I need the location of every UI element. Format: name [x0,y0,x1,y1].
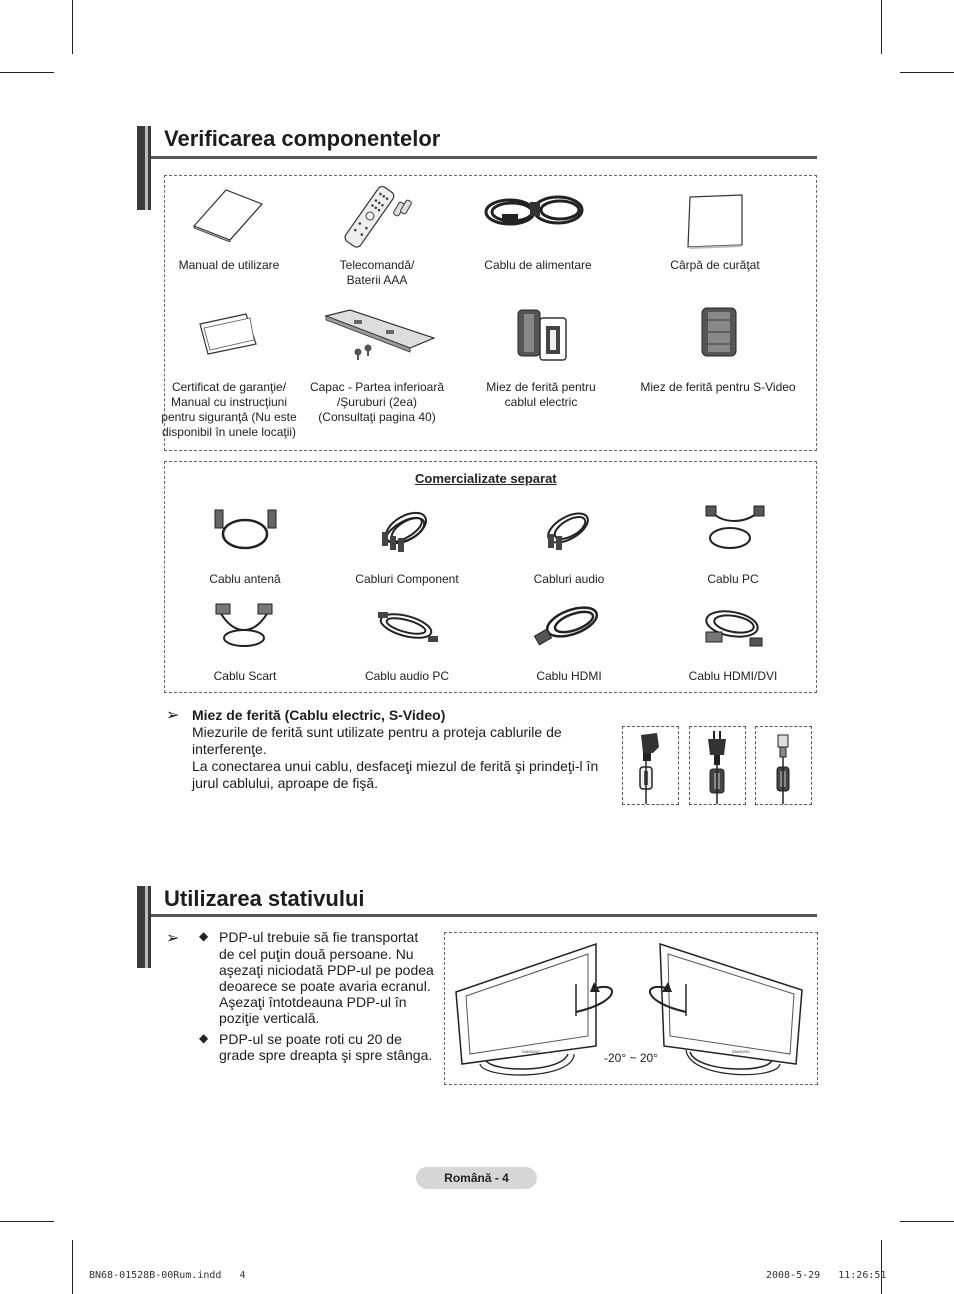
stand-cover-icon [324,308,436,362]
bullet-text: aşezaţi niciodată PDP-ul pe podea [219,962,434,978]
component-label: Miez de ferită pentru S-Video [640,380,796,394]
crop-mark [72,1240,73,1294]
section-rule [151,156,817,159]
audio-cables-icon [540,506,596,552]
bullet-diamond-icon: ◆ [199,929,209,943]
note-text: jurul cablului, aproape de fişă. [192,775,379,791]
component-label: Capac - Partea inferioară /Şuruburi (2ea) (Consultaţi pagina 40) [309,380,445,424]
hdmi-dvi-cable-icon [700,604,766,650]
component-label: Cablu de alimentare [484,258,592,272]
section-bar [137,886,151,968]
bullet-diamond-icon: ◆ [199,1031,209,1045]
bullet-text: Aşezaţi întotdeauna PDP-ul în [219,994,407,1010]
pc-cable-icon [702,504,766,552]
rotation-range-label: -20° ~ 20° [604,1051,658,1065]
ferrite-example-box [622,726,679,805]
crop-mark [881,0,882,54]
pc-audio-cable-icon [374,606,440,648]
tv-brand-label: SAMSUNG [522,1050,540,1054]
cleaning-cloth-icon [684,193,746,249]
component-label: Cârpă de curăţat [670,258,760,272]
crop-mark [72,0,73,54]
note-text: Miezurile de ferită sunt utilizate pentru a proteja cablurile de [192,724,562,740]
note-text: La conectarea unui cablu, desfaceţi miezul de ferită şi prindeţi-l în [192,758,599,774]
tv-brand-label: SAMSUNG [732,1050,750,1054]
component-label: Miez de ferită pentru cablul electric [486,380,596,409]
component-cables-icon [378,506,436,554]
ferrite-example-box [755,726,812,805]
manual-icon [190,186,266,242]
component-label: Telecomandă/ Baterii AAA [339,258,415,287]
note-title: Miez de ferită (Cablu electric, S-Video) [192,707,446,723]
warranty-card-icon [198,310,258,356]
power-cord-icon [482,192,588,230]
accessory-label: Cablu HDMI/DVI [688,669,778,683]
section-title: Verificarea componentelor [164,126,441,151]
component-label: Manual de utilizare [178,258,280,272]
crop-mark [881,1240,882,1294]
antenna-cable-icon [212,506,278,552]
remote-control-icon [344,184,414,250]
section-bar-highlight [145,126,148,210]
accessory-label: Cablu Scart [213,669,277,683]
accessory-label: Cablu antenă [209,572,281,586]
section-title: Utilizarea stativului [164,886,365,911]
accessory-label: Cablu HDMI [536,669,602,683]
accessory-label: Cabluri Component [355,572,459,586]
ferrite-plug-icon [690,727,745,804]
sold-separately-heading: Comercializate separat [415,471,557,486]
ferrite-example-box [689,726,746,805]
bullet-text: PDP-ul trebuie să fie transportat [219,929,419,945]
accessory-label: Cablu PC [707,572,759,586]
bullet-text: PDP-ul se poate roti cu 20 de [219,1031,402,1047]
note-arrow-icon: ➢ [166,707,180,724]
note-arrow-icon: ➢ [166,930,180,947]
scart-cable-icon [214,602,274,650]
crop-mark [0,1221,54,1222]
accessory-label: Cablu audio PC [364,669,450,683]
section-bar-highlight [145,886,148,968]
print-timestamp: 2008-5-29 11:26:51 [766,1270,887,1281]
bullet-text: de cel puţin două persoane. Nu [219,946,414,962]
crop-mark [900,1221,954,1222]
ferrite-core-power-icon [516,306,568,362]
ferrite-plug-icon [623,727,678,804]
page-number-badge: Română - 4 [416,1167,537,1189]
section-bar [137,126,151,210]
bullet-text: grade spre dreapta şi spre stânga. [219,1047,433,1063]
ferrite-plug-icon [756,727,811,804]
hdmi-cable-icon [534,602,604,650]
ferrite-core-svideo-icon [700,306,740,358]
bullet-text: deoarece se poate avaria ecranul. [219,978,431,994]
component-label: Certificat de garanţie/ Manual cu instrucţiuni pentru siguranţă (Nu este disponibil în unele locaţii) [161,380,297,439]
note-text: interferenţe. [192,741,267,757]
section-rule [151,914,817,917]
crop-mark [900,72,954,73]
bullet-text: poziţie verticală. [219,1010,320,1026]
accessory-label: Cabluri audio [533,572,605,586]
crop-mark [0,72,54,73]
file-name: BN68-01528B-00Rum.indd 4 [89,1270,246,1281]
